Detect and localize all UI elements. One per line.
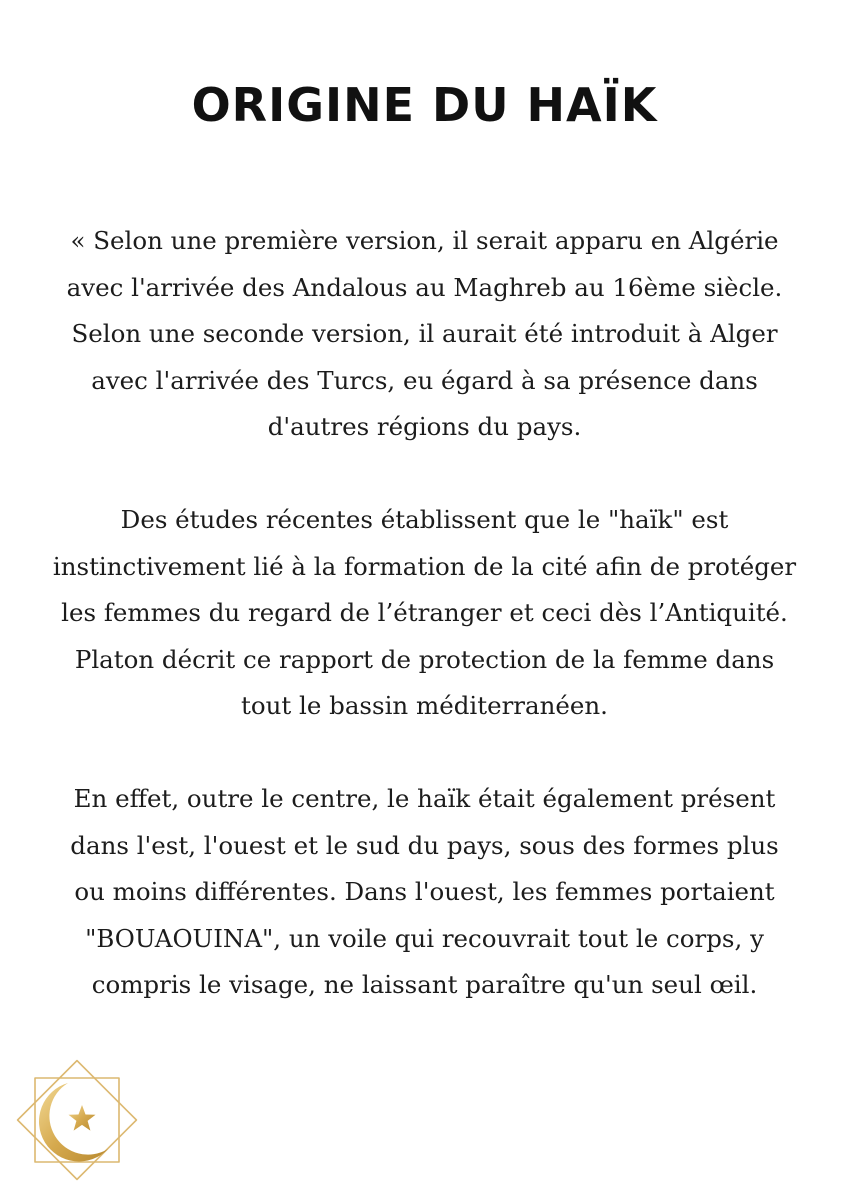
crescent-shape — [39, 1083, 108, 1161]
paragraph-1: « Selon une première version, il serait apparu en Algérie avec l'arrivée des Andalous au Maghreb au 16ème siècle. Selon une seconde version, il aurait été introduit à Alger avec l'arrivée des Turcs, eu égard à sa présence dans d'autres régions du pays. — [66, 226, 783, 441]
crescent-star-icon — [10, 1053, 144, 1187]
star-shape — [69, 1105, 96, 1131]
paragraph-2: Des études récentes établissent que le "haïk" est instinctivement lié à la formation de la cité afin de protéger les femmes du regard de l’étranger et ceci dès l’Antiquité. Platon décrit ce rapport de protection de la femme dans tout le bassin méditerranéen. — [52, 505, 797, 720]
paragraph-3: En effet, outre le centre, le haïk était également présent dans l'est, l'ouest et le sud du pays, sous des formes plus ou moins différentes. Dans l'ouest, les femmes portaient "BOUAOUINA", un voile qui recouvrait tout le corps, y compris le visage, ne laissant paraître qu'un seul œil. — [70, 784, 779, 999]
page-title: ORIGINE DU HAÏK — [191, 78, 658, 132]
body-text — [52, 218, 797, 1055]
